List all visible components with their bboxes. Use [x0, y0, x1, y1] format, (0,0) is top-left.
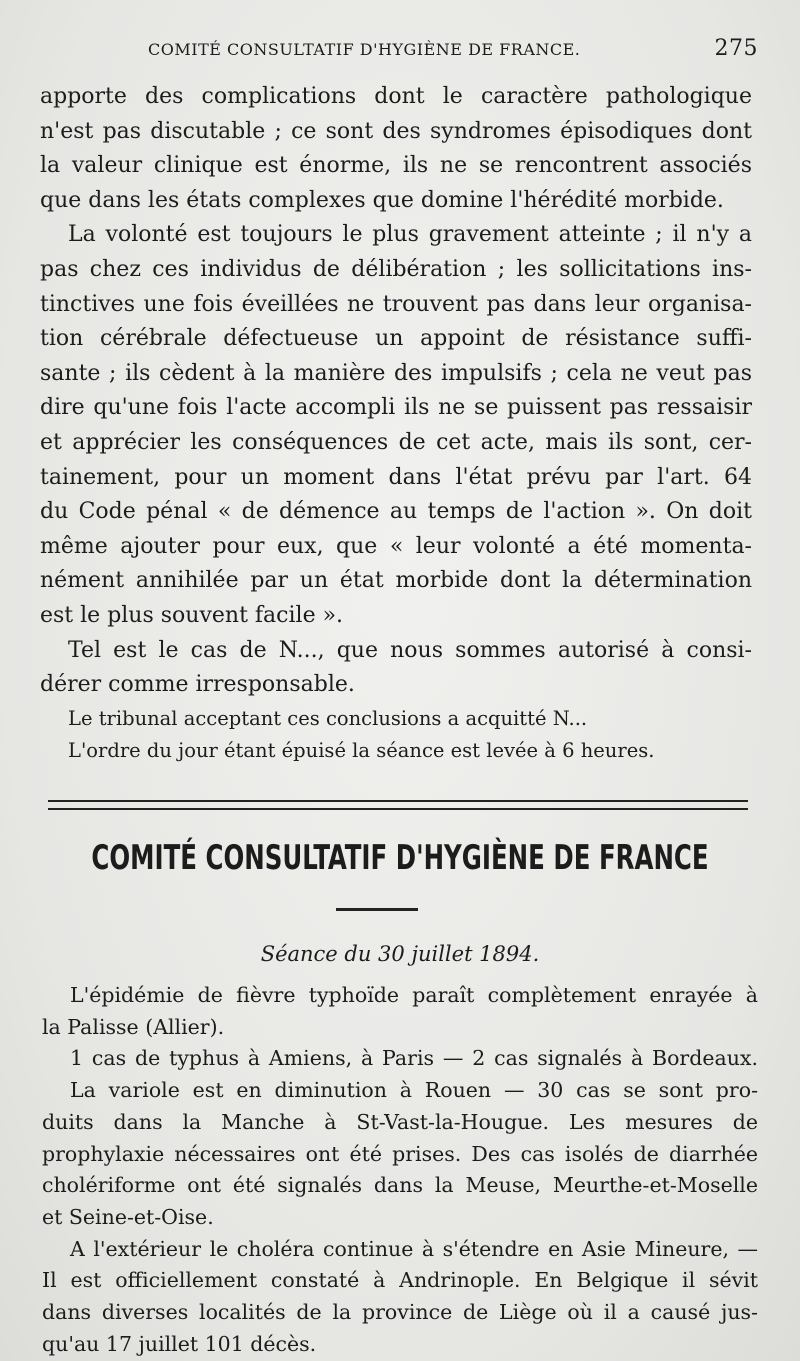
text-line: prophylaxie nécessaires ont été prises. Des cas isolés de diarrhée — [42, 1141, 758, 1166]
short-rule-divider — [336, 908, 418, 911]
text-line: que dans les états complexes que domine l'hérédité morbide. — [40, 187, 724, 213]
section-title: COMITÉ CONSULTATIF D'HYGIÈNE DE FRANCE — [91, 838, 709, 878]
text-line: La variole est en diminution à Rouen — 30 cas se sont pro- — [70, 1078, 758, 1103]
double-rule-divider — [48, 800, 748, 810]
text-line: A l'extérieur le choléra continue à s'étendre en Asie Mineure, — — [70, 1236, 758, 1261]
text-line: tainement, pour un moment dans l'état prévu par l'art. 64 — [40, 464, 752, 490]
text-line: tion cérébrale défectueuse un appoint de résistance suffi- — [40, 326, 752, 352]
text-line: la valeur clinique est énorme, ils ne se rencontrent associés — [40, 153, 752, 179]
text-line: et Seine-et-Oise. — [42, 1204, 214, 1229]
text-line: tinctives une fois éveillées ne trouvent pas dans leur organisa- — [40, 291, 752, 317]
text-line: cholériforme ont été signalés dans la Meuse, Meurthe-et-Moselle — [42, 1173, 758, 1198]
text-line: Le tribunal acceptant ces conclusions a acquitté N... — [68, 706, 588, 730]
text-line: qu'au 17 juillet 101 décès. — [42, 1331, 317, 1356]
text-line: sante ; ils cèdent à la manière des impulsifs ; cela ne veut pas — [40, 360, 752, 386]
text-line: L'ordre du jour étant épuisé la séance est levée à 6 heures. — [68, 738, 655, 762]
text-line: apporte des complications dont le caractère pathologique — [40, 84, 752, 109]
text-line: et apprécier les conséquences de cet acte, mais ils sont, cer- — [40, 429, 752, 455]
text-line: dans diverses localités de la province de Liège où il a causé jus- — [42, 1300, 758, 1325]
page-number: 275 — [714, 36, 758, 61]
running-head-title: COMITÉ CONSULTATIF D'HYGIÈNE DE FRANCE. — [148, 40, 581, 59]
text-line: dire qu'une fois l'acte accompli ils ne se puissent pas ressaisir — [40, 395, 752, 421]
text-line: la Palisse (Allier). — [42, 1014, 225, 1039]
main-text — [40, 80, 752, 767]
text-line: même ajouter pour eux, que « leur volonté a été momenta- — [40, 533, 752, 559]
text-line: n'est pas discutable ; ce sont des syndromes épisodiques dont — [40, 118, 752, 144]
session-date: Séance du 30 juillet 1894. — [260, 942, 540, 966]
text-line: est le plus souvent facile ». — [40, 602, 344, 628]
text-line: Tel est le cas de N..., que nous sommes autorisé à consi- — [68, 637, 752, 663]
text-line: nément annihilée par un état morbide dont la détermination — [40, 568, 752, 594]
text-line: dérer comme irresponsable. — [40, 672, 355, 698]
text-line: L'épidémie de fièvre typhoïde paraît complètement enrayée à — [70, 983, 758, 1007]
text-line: 1 cas de typhus à Amiens, à Paris — 2 cas signalés à Bordeaux. — [70, 1046, 758, 1071]
text-line: duits dans la Manche à St-Vast-la-Hougue. Les mesures de — [42, 1109, 758, 1134]
text-line: pas chez ces individus de délibération ; les sollicitations ins- — [40, 256, 752, 282]
text-line: La volonté est toujours le plus gravement atteinte ; il n'y a — [68, 222, 752, 248]
text-line: du Code pénal « de démence au temps de l'action ». On doit — [40, 499, 752, 525]
text-line: Il est officiellement constaté à Andrinople. En Belgique il sévit — [42, 1268, 758, 1293]
section-text — [42, 980, 758, 1360]
